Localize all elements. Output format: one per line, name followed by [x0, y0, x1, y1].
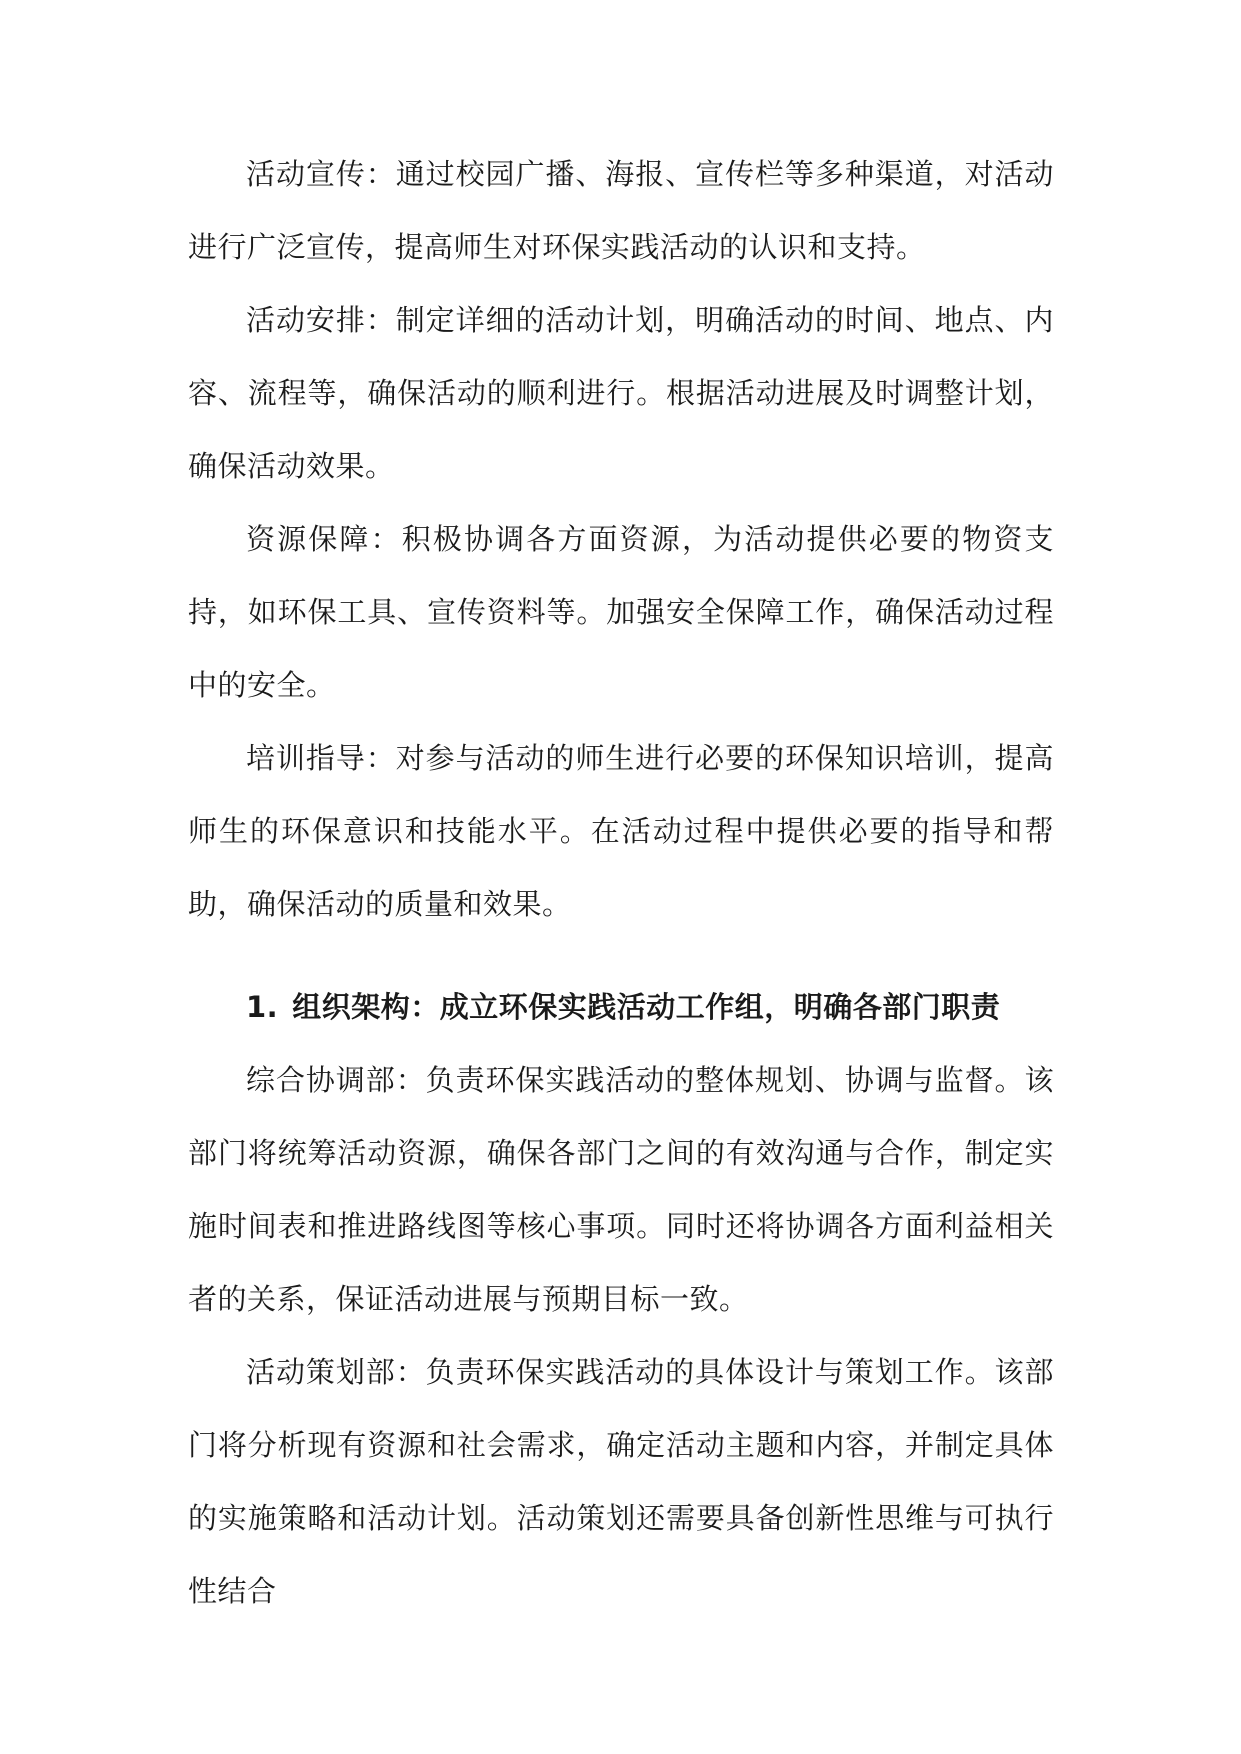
section-heading-text: 组织架构：成立环保实践活动工作组，明确各部门职责 [292, 990, 1001, 1024]
section-heading-number: 1. [246, 990, 279, 1024]
paragraph-activity-promotion: 活动宣传：通过校园广播、海报、宣传栏等多种渠道，对活动进行广泛宣传，提高师生对环保实践活动的认识和支持。 [188, 157, 1054, 264]
paragraph-training-guidance: 培训指导：对参与活动的师生进行必要的环保知识培训，提高师生的环保意识和技能水平。在活动过程中提供必要的指导和帮助，确保活动的质量和效果。 [188, 741, 1054, 921]
document-body [188, 138, 1054, 1628]
paragraph-planning-dept: 活动策划部：负责环保实践活动的具体设计与策划工作。该部门将分析现有资源和社会需求，确定活动主题和内容，并制定具体的实施策略和活动计划。活动策划还需要具备创新性思维与可执行性结合 [188, 1355, 1054, 1608]
section-heading [188, 971, 1054, 1044]
paragraph-coordination-dept: 综合协调部：负责环保实践活动的整体规划、协调与监督。该部门将统筹活动资源，确保各部门之间的有效沟通与合作，制定实施时间表和推进路线图等核心事项。同时还将协调各方面利益相关者的关系，保证活动进展与预期目标一致。 [188, 1063, 1054, 1316]
paragraph-resource-guarantee: 资源保障：积极协调各方面资源，为活动提供必要的物资支持，如环保工具、宣传资料等。加强安全保障工作，确保活动过程中的安全。 [188, 522, 1054, 702]
paragraph-activity-arrangement: 活动安排：制定详细的活动计划，明确活动的时间、地点、内容、流程等，确保活动的顺利进行。根据活动进展及时调整计划，确保活动效果。 [188, 303, 1054, 483]
